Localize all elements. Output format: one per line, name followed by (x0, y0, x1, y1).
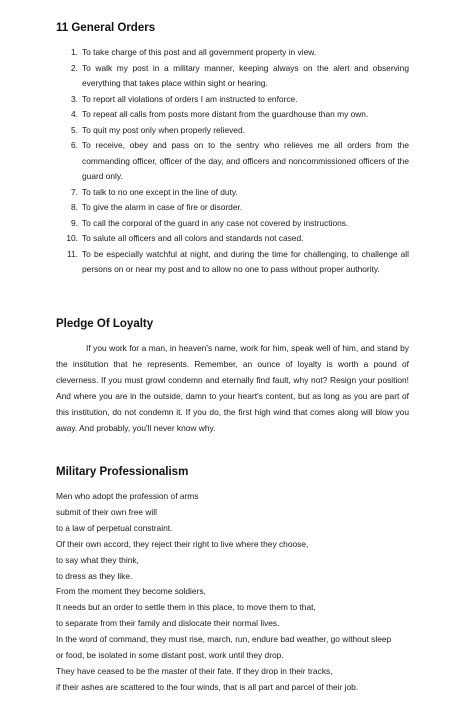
list-item (56, 107, 409, 123)
list-item-text: To quit my post only when properly relieved. (82, 124, 245, 135)
list-item (56, 216, 409, 232)
pledge-of-loyalty-heading: Pledge Of Loyalty (56, 318, 154, 330)
text-line: to a law of perpetual constraint. (56, 522, 173, 533)
list-item (56, 92, 409, 108)
list-item-text: To repeat all calls from posts more distant from the guardhouse than my own. (82, 109, 369, 119)
text-line: to say what they think, (56, 554, 139, 565)
list-item-text: To receive, obey and pass on to the sentry who relieves me all orders from the commanding officer, officer of the day, and officers and noncommissioned officers of the guard only. (82, 140, 409, 181)
list-item-number: 10. (66, 233, 78, 243)
list-item-number: 9. (71, 217, 78, 228)
list-item-number: 5. (71, 124, 78, 135)
list-item-number: 11. (66, 248, 78, 259)
list-item-text: To take charge of this post and all government property in view. (82, 47, 317, 57)
list-item-number: 7. (71, 186, 78, 197)
text-line: Men who adopt the profession of arms (56, 491, 199, 501)
text-line: submit of their own free will (56, 506, 158, 517)
list-item (56, 247, 409, 278)
list-item (56, 231, 409, 247)
list-item-text: To talk to no one except in the line of duty. (82, 186, 238, 197)
list-item-text: To give the alarm in case of fire or disorder. (82, 202, 243, 212)
list-item-text: To walk my post in a military manner, keeping always on the alert and observing everything that takes place within sight or hearing. (82, 62, 409, 88)
list-item (56, 185, 409, 201)
text-line: In the word of command, they must rise, march, run, endure bad weather, go without sleep (56, 634, 392, 645)
text-line: It needs but an order to settle them in this place, to move them to that, (56, 602, 316, 613)
list-item (56, 123, 409, 139)
text-line: or food, be isolated in some distant post, work until they drop. (56, 650, 284, 661)
pledge-of-loyalty-paragraph: If you work for a man, in heaven's name, work for him, speak well of him, and stand by the institution that he represents. Remember, an ounce of loyalty is worth a pound of cleverness. If you must growl condemn and eternally find fault, why not? Resign your position! And where you are in the outside, damn to your heart's content, but as long as you are part of this institution, do not condemn it. If you do, the first high wind that comes along will blow you away. And probably, you'll never know why. (56, 343, 409, 433)
text-line: to separate from their family and dislocate their normal lives. (56, 618, 280, 629)
general-orders-list (56, 45, 409, 278)
general-orders-heading: 11 General Orders (56, 22, 156, 34)
text-line: From the moment they become soldiers, (56, 586, 206, 597)
list-item-number: 4. (71, 109, 78, 119)
military-professionalism-text (56, 489, 416, 696)
text-line: to dress as they like. (56, 570, 133, 581)
list-item-text: To report all violations of orders I am instructed to enforce. (82, 93, 298, 104)
list-item (56, 45, 409, 61)
text-line: if their ashes are scattered to the four winds, that is all part and parcel of their job. (56, 681, 359, 692)
list-item (56, 200, 409, 216)
list-item-number: 6. (71, 140, 78, 150)
list-item-number: 1. (71, 47, 78, 57)
list-item-number: 8. (71, 202, 78, 212)
list-item-text: To be especially watchful at night, and during the time for challenging, to challenge all persons on or near my post and to allow no one to pass without proper authority. (82, 248, 409, 274)
military-professionalism-heading: Military Professionalism (56, 466, 189, 478)
list-item-text: To call the corporal of the guard in any case not covered by instructions. (82, 217, 349, 228)
text-line: Of their own accord, they reject their right to live where they choose, (56, 538, 309, 549)
text-line: They have ceased to be the master of their fate. If they drop in their tracks, (56, 665, 333, 676)
list-item-text: To salute all officers and all colors and standards not cased. (82, 233, 304, 243)
list-item-number: 3. (71, 93, 78, 104)
list-item (56, 61, 409, 92)
list-item-number: 2. (71, 62, 78, 73)
list-item (56, 138, 409, 185)
